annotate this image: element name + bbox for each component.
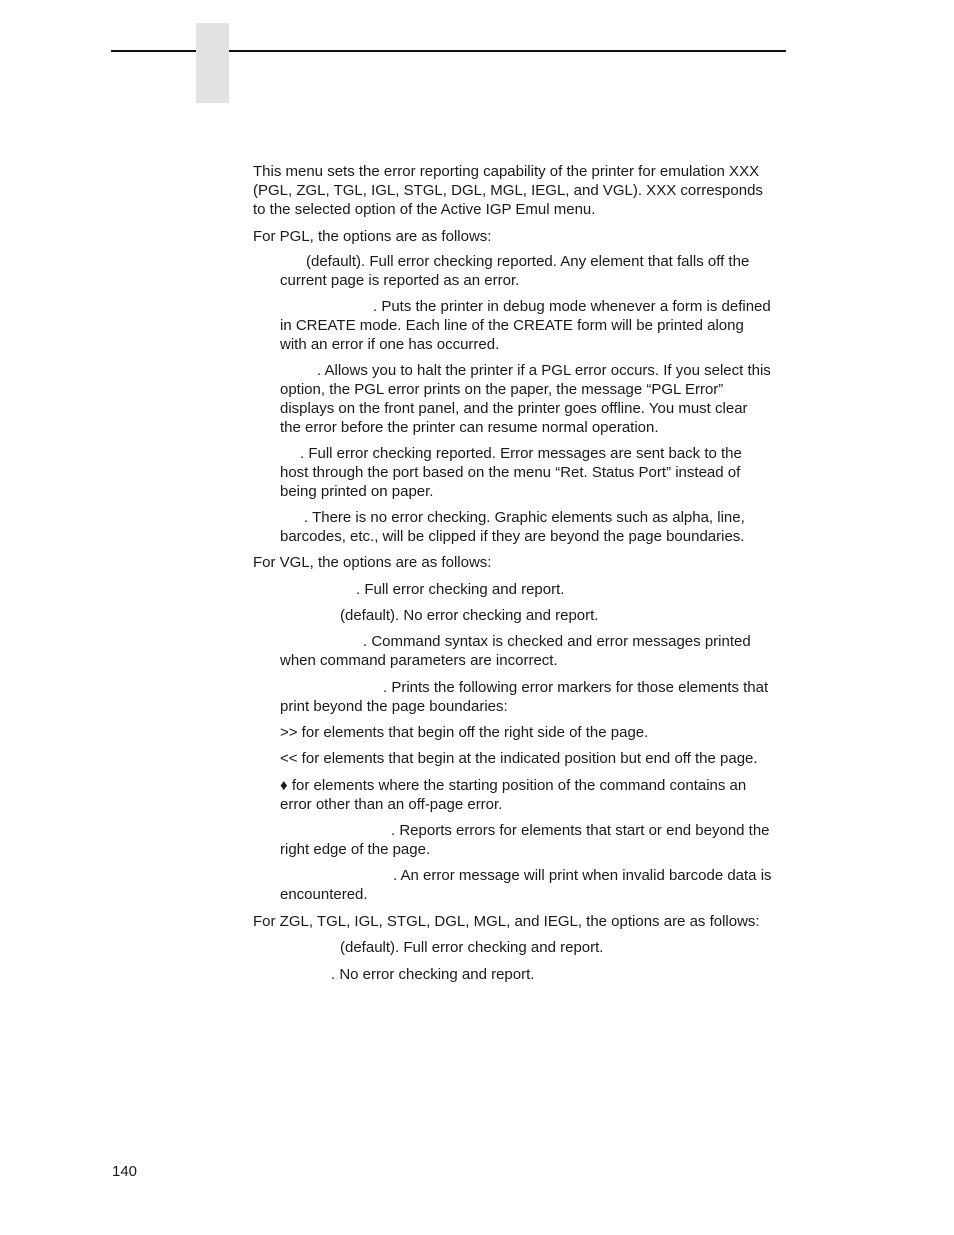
chapter-tab: [196, 23, 229, 103]
other-option-default: (default). Full error checking and report.: [340, 939, 604, 956]
vgl-marker-diamond: ♦ for elements where the starting position of the command contains an error other than an off-page error.: [280, 777, 747, 813]
other-option-none: . No error checking and report.: [331, 966, 535, 983]
vgl-marker-right: >> for elements that begin off the right side of the page.: [280, 724, 649, 741]
vgl-option-markers: . Prints the following error markers for those elements that print beyond the page boundaries:: [280, 679, 769, 715]
vgl-option-full: . Full error checking and report.: [356, 581, 565, 598]
pgl-option-default: (default). Full error checking reported. Any element that falls off the current page is reported as an error.: [280, 253, 750, 289]
other-heading: For ZGL, TGL, IGL, STGL, DGL, MGL, and IEGL, the options are as follows:: [253, 913, 760, 930]
vgl-option-right-edge: . Reports errors for elements that start or end beyond the right edge of the page.: [280, 822, 770, 858]
vgl-heading: For VGL, the options are as follows:: [253, 554, 492, 571]
intro-paragraph: This menu sets the error reporting capability of the printer for emulation XXX (PGL, ZGL, TGL, IGL, STGL, DGL, MGL, IEGL, and VGL). XXX corresponds to the selected option of the Active IGP Emul menu.: [253, 163, 763, 218]
pgl-option-none: . There is no error checking. Graphic elements such as alpha, line, barcodes, etc., will be clipped if they are beyond the page boundaries.: [280, 509, 745, 545]
pgl-heading: For PGL, the options are as follows:: [253, 228, 492, 245]
pgl-option-debug: . Puts the printer in debug mode whenever a form is defined in CREATE mode. Each line of the CREATE form will be printed along with an error if one has occurred.: [280, 298, 771, 353]
vgl-option-syntax: . Command syntax is checked and error messages printed when command parameters are incorrect.: [280, 633, 751, 669]
page-number: 140: [112, 1163, 138, 1180]
vgl-option-barcode: . An error message will print when invalid barcode data is encountered.: [280, 867, 772, 903]
vgl-option-default: (default). No error checking and report.: [340, 607, 599, 624]
pgl-option-host: . Full error checking reported. Error messages are sent back to the host through the port based on the menu “Ret. Status Port” instead of being printed on paper.: [280, 445, 742, 500]
pgl-option-halt: . Allows you to halt the printer if a PGL error occurs. If you select this option, the PGL error prints on the paper, the message “PGL Error” displays on the front panel, and the printer goes offline. You must clear the error before the printer can resume normal operation.: [280, 362, 771, 436]
vgl-marker-end: << for elements that begin at the indicated position but end off the page.: [280, 750, 758, 767]
